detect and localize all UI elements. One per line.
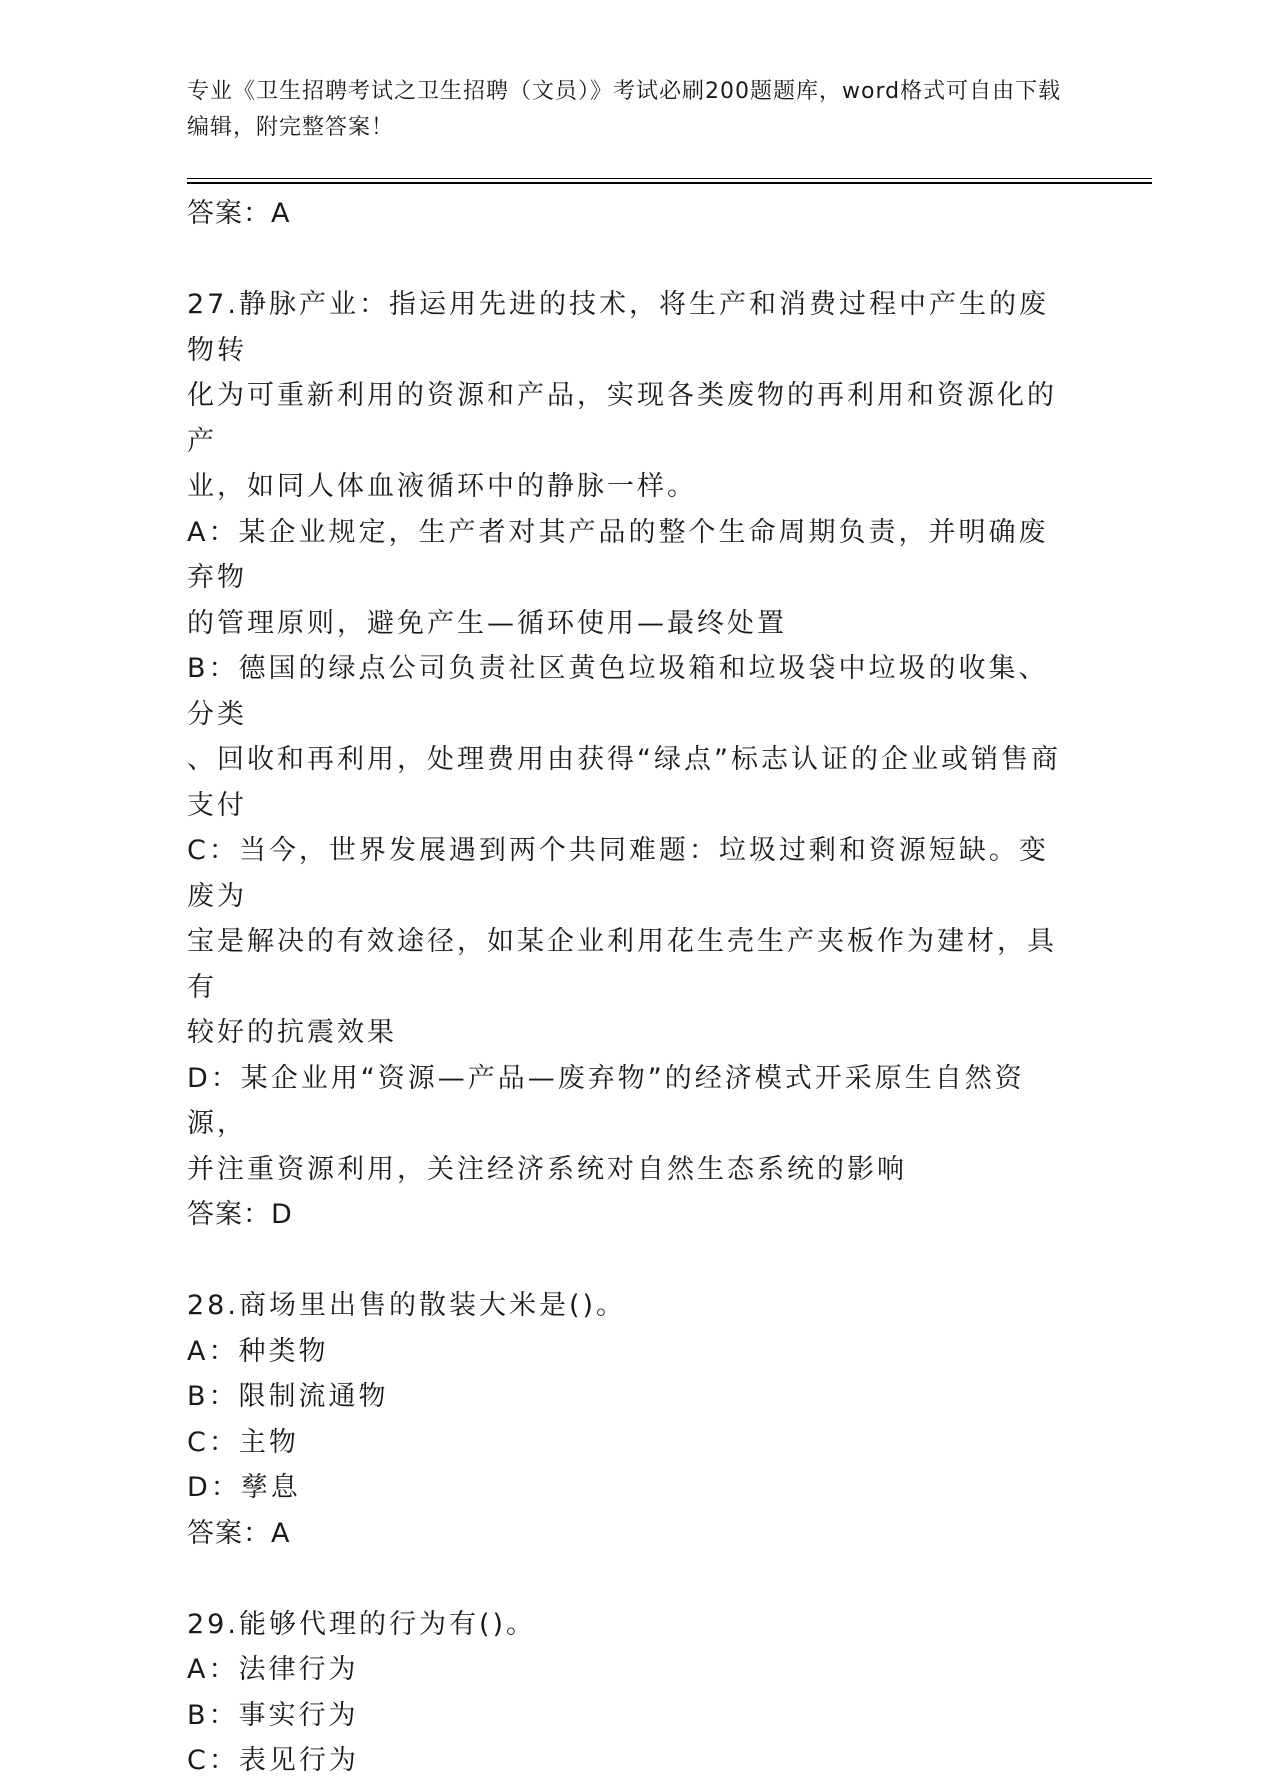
question-28 <box>187 1283 1072 1556</box>
question-27-option-c-line-2: 宝是解决的有效途径，如某企业利用花生壳生产夹板作为建材，具有 <box>187 926 1057 1003</box>
answer-26: 答案：A <box>187 198 291 229</box>
question-29-option-c: C：表见行为 <box>187 1745 359 1776</box>
question-29-option-b: B：事实行为 <box>187 1699 359 1731</box>
spacer <box>187 1556 1072 1602</box>
spacer <box>187 237 1072 283</box>
question-28-option-b: B：限制流通物 <box>187 1381 389 1412</box>
question-27-option-b-line-2: 、回收和再利用，处理费用由获得“绿点”标志认证的企业或销售商 <box>187 744 1061 775</box>
question-27-option-b-line-1: B：德国的绿点公司负责社区黄色垃圾箱和垃圾袋中垃圾的收集、分类 <box>187 653 1049 730</box>
question-27-option-c-line-3: 较好的抗震效果 <box>187 1017 397 1048</box>
spacer <box>187 1238 1072 1284</box>
question-28-option-c: C：主物 <box>187 1426 299 1458</box>
question-27-option-a-line-2: 的管理原则，避免产生—循环使用—最终处置 <box>187 607 787 639</box>
question-27 <box>187 282 1072 1238</box>
header-divider <box>187 178 1152 184</box>
question-27-option-d-line-1: D：某企业用“资源—产品—废弃物”的经济模式开采原生自然资源， <box>187 1062 1025 1139</box>
question-28-answer: 答案：A <box>187 1517 291 1549</box>
question-27-option-d-line-2: 并注重资源利用，关注经济系统对自然生态系统的影响 <box>187 1153 907 1185</box>
question-27-option-b-line-3: 支付 <box>187 789 247 821</box>
question-28-option-a: A：种类物 <box>187 1335 329 1367</box>
question-29-option-a: A：法律行为 <box>187 1654 359 1685</box>
question-27-option-a-line-1: A：某企业规定，生产者对其产品的整个生命周期负责，并明确废弃物 <box>187 516 1049 593</box>
question-29 <box>187 1602 1072 1784</box>
question-27-stem-line-2: 化为可重新利用的资源和产品，实现各类废物的再利用和资源化的产 <box>187 380 1057 457</box>
question-27-option-c-line-1: C：当今，世界发展遇到两个共同难题：垃圾过剩和资源短缺。变废为 <box>187 835 1049 912</box>
question-27-stem-line-1: 27.静脉产业：指运用先进的技术，将生产和消费过程中产生的废物转 <box>187 289 1049 366</box>
document-body <box>187 191 1072 1784</box>
question-27-answer: 答案：D <box>187 1199 293 1230</box>
question-28-option-d: D：孳息 <box>187 1472 301 1503</box>
question-29-stem: 29.能够代理的行为有()。 <box>187 1608 537 1640</box>
question-27-stem-line-3: 业，如同人体血液循环中的静脉一样。 <box>187 471 697 502</box>
page-header: 专业《卫生招聘考试之卫生招聘（文员）》考试必刷200题题库，word格式可自由下载编辑，附完整答案！ <box>187 79 1062 140</box>
question-28-stem: 28.商场里出售的散装大米是()。 <box>187 1290 627 1321</box>
